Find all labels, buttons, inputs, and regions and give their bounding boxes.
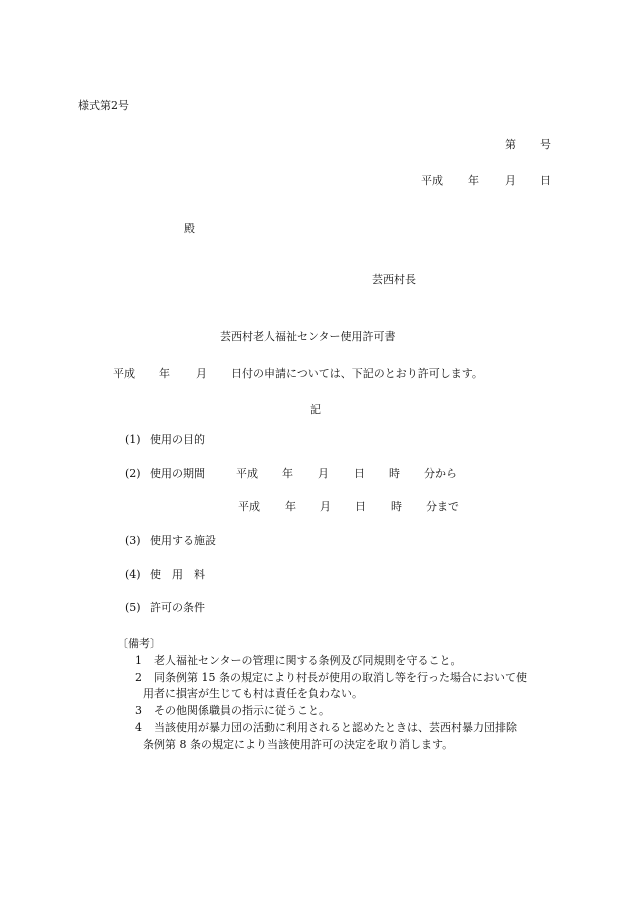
- item-label: 使用する施設: [150, 534, 216, 547]
- intro-era: 平成: [113, 367, 135, 380]
- issue-date-year-label: 年: [468, 174, 479, 187]
- ki-heading: 記: [310, 403, 321, 416]
- addressee-honorific: 殿: [184, 222, 195, 235]
- intro-year-label: 年: [159, 367, 170, 380]
- period-to-year: 年: [285, 500, 296, 513]
- note-line: 同条例第 15 条の規定により村長が使用の取消し等を行った場合において使: [154, 671, 527, 684]
- item-number: (4): [125, 568, 141, 581]
- remarks-heading: 〔備考〕: [117, 637, 161, 650]
- issuer-name: 芸西村長: [372, 273, 416, 286]
- form-number: 様式第2号: [78, 99, 129, 112]
- period-to-month: 月: [320, 500, 331, 513]
- intro-text: 日付の申請については、下記のとおり許可します。: [231, 367, 483, 380]
- item-label: 使用の目的: [150, 433, 205, 446]
- document-number-suffix: 号: [540, 138, 551, 151]
- note-number: 1: [135, 654, 142, 667]
- note-number: 3: [135, 704, 142, 717]
- note-number: 4: [135, 721, 142, 734]
- note-line: その他関係職員の指示に従うこと。: [154, 704, 330, 717]
- period-from-era: 平成: [236, 467, 258, 480]
- item-number: (2): [125, 467, 141, 480]
- period-from-day: 日: [354, 467, 365, 480]
- period-from-minute: 分から: [424, 467, 457, 480]
- item-number: (3): [125, 534, 141, 547]
- period-to-hour: 時: [391, 500, 402, 513]
- note-number: 2: [135, 671, 142, 684]
- period-to-era: 平成: [238, 500, 260, 513]
- issue-date-era: 平成: [421, 174, 443, 187]
- item-label: 使用の期間: [150, 467, 205, 480]
- item-number: (5): [125, 601, 141, 614]
- period-to-day: 日: [355, 500, 366, 513]
- period-from-year: 年: [282, 467, 293, 480]
- period-from-month: 月: [318, 467, 329, 480]
- note-line: 用者に損害が生じても村は責任を負わない。: [143, 687, 363, 700]
- issue-date-day-label: 日: [540, 174, 551, 187]
- document-title: 芸西村老人福祉センター使用許可書: [220, 330, 396, 343]
- document-number-prefix: 第: [505, 138, 516, 151]
- period-to-minute: 分まで: [426, 500, 459, 513]
- note-line: 当該使用が暴力団の活動に利用されると認めたときは、芸西村暴力団排除: [154, 721, 517, 734]
- item-label: 使 用 料: [150, 568, 205, 581]
- intro-month-label: 月: [196, 367, 207, 380]
- note-line: 条例第 8 条の規定により当該使用許可の決定を取り消します。: [143, 738, 454, 751]
- item-number: (1): [125, 433, 141, 446]
- issue-date-month-label: 月: [505, 174, 516, 187]
- period-from-hour: 時: [389, 467, 400, 480]
- item-label: 許可の条件: [150, 601, 205, 614]
- note-line: 老人福祉センターの管理に関する条例及び同規則を守ること。: [154, 654, 462, 667]
